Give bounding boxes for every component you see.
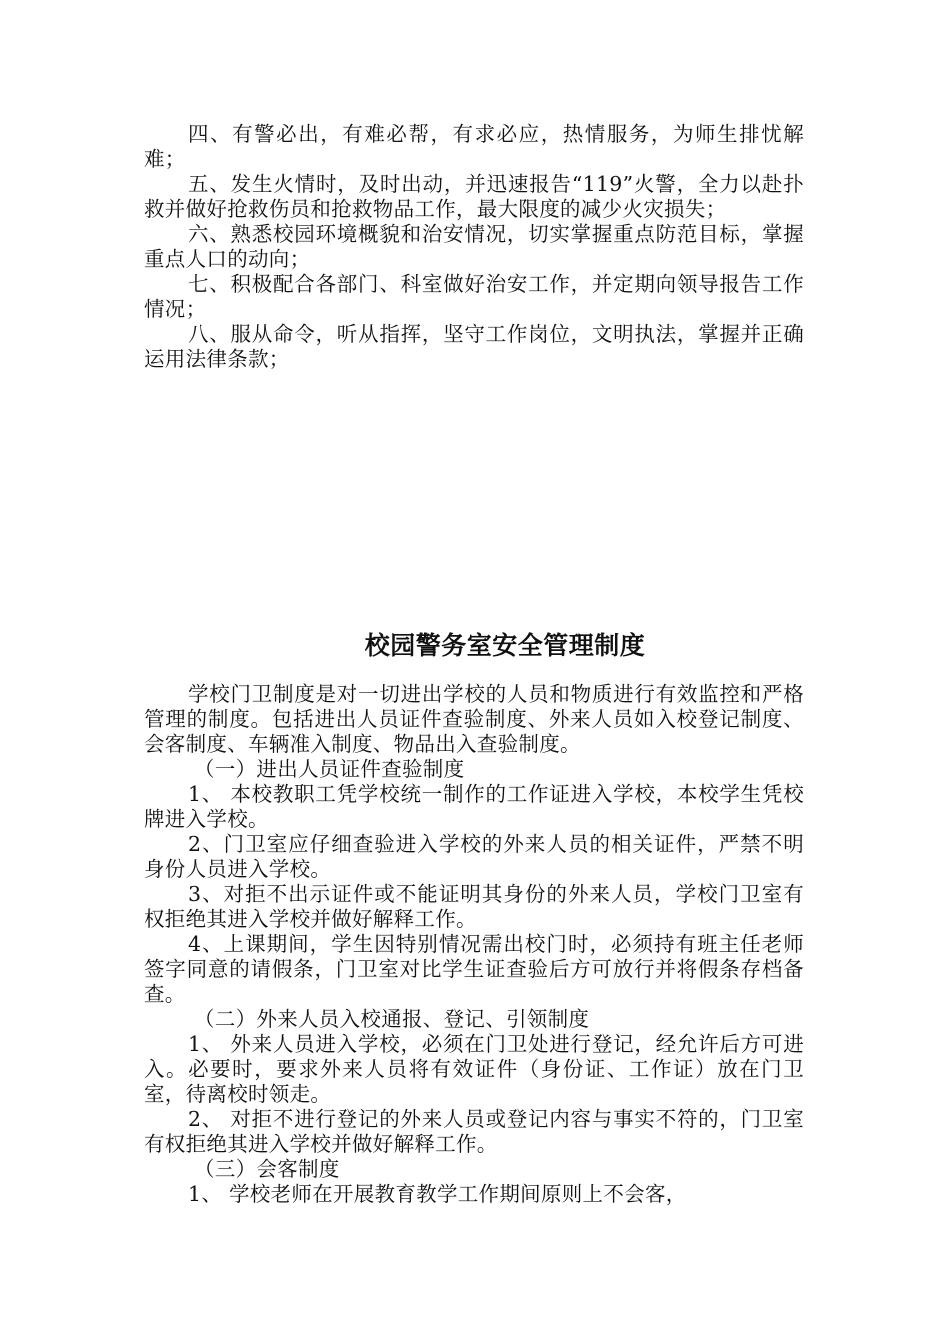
- section-2-item-2: 2、 对拒不进行登记的外来人员或登记内容与事实不符的，门卫室有权拒绝其进入学校并做好解释工作。: [144, 1107, 804, 1156]
- section-1-item-1: 1、 本校教职工凭学校统一制作的工作证进入学校，本校学生凭校牌进入学校。: [144, 782, 804, 831]
- section-1-item-2: 2、门卫室应仔细查验进入学校的外来人员的相关证件，严禁不明身份人员进入学校。: [144, 832, 804, 881]
- section-3-item-1: 1、 学校老师在开展教育教学工作期间原则上不会客，: [188, 1182, 687, 1206]
- duty-list: [144, 122, 804, 372]
- duty-item-8: 八、服从命令，听从指挥，坚守工作岗位，文明执法，掌握并正确运用法律条款；: [144, 322, 804, 371]
- duty-item-7: 七、积极配合各部门、科室做好治安工作，并定期向领导报告工作情况；: [144, 272, 804, 321]
- section-1-item-3: 3、对拒不出示证件或不能证明其身份的外来人员，学校门卫室有权拒绝其进入学校并做好解释工作。: [144, 882, 804, 931]
- page-title: 校园警务室安全管理制度: [364, 631, 646, 660]
- section-2-item-1: 1、 外来人员进入学校，必须在门卫处进行登记，经允许后方可进入。必要时，要求外来人员将有效证件（身份证、工作证）放在门卫室，待离校时领走。: [144, 1032, 804, 1106]
- section-1-item-4: 4、上课期间，学生因特别情况需出校门时，必须持有班主任老师签字同意的请假条，门卫室对比学生证查验后方可放行并将假条存档备查。: [144, 932, 804, 1006]
- duty-item-5: 五、发生火情时，及时出动，并迅速报告“119”火警，全力以赴扑救并做好抢救伤员和抢救物品工作，最大限度的减少火灾损失；: [144, 172, 804, 221]
- regulation-body: [144, 682, 804, 1207]
- duty-item-6: 六、熟悉校园环境概貌和治安情况，切实掌握重点防范目标，掌握重点人口的动向；: [144, 222, 804, 271]
- intro-paragraph: 学校门卫制度是对一切进出学校的人员和物质进行有效监控和严格管理的制度。包括进出人员证件查验制度、外来人员如入校登记制度、会客制度、车辆准入制度、物品出入查验制度。: [144, 682, 804, 756]
- duty-item-4: 四、有警必出，有难必帮，有求必应，热情服务，为师生排忧解难；: [144, 122, 804, 171]
- section-2-heading: （二）外来人员入校通报、登记、引领制度: [194, 1007, 590, 1031]
- section-3-heading: （三）会客制度: [194, 1157, 340, 1181]
- section-1-heading: （一）进出人员证件查验制度: [194, 757, 465, 781]
